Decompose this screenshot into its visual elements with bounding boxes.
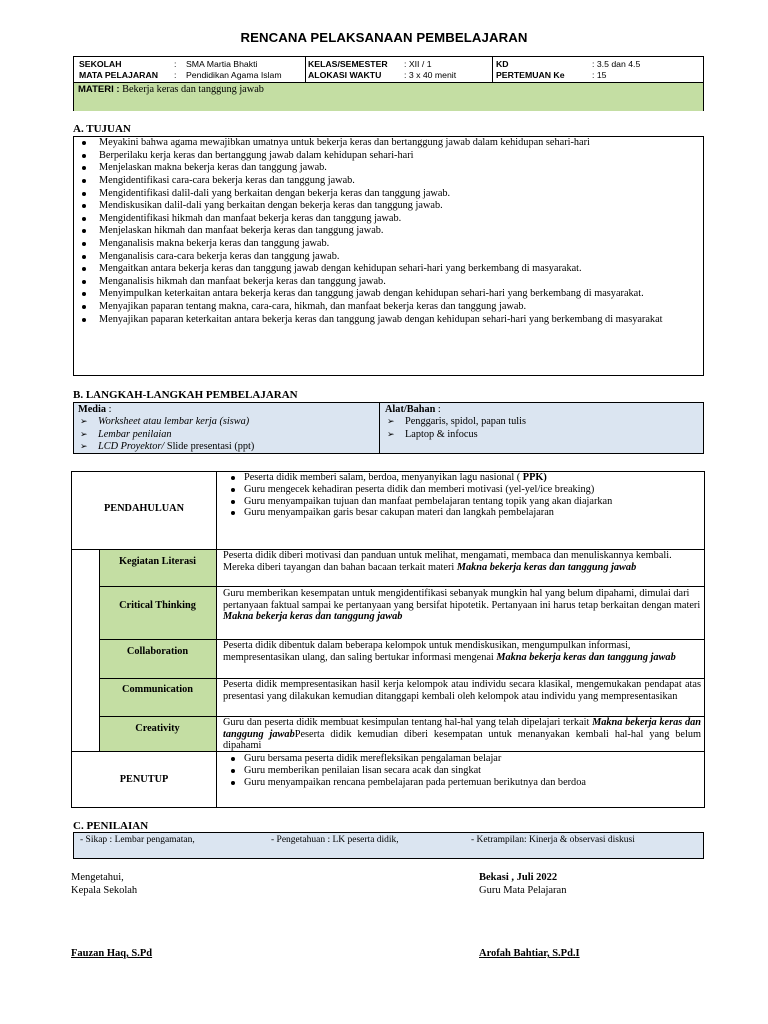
collaboration-text-topic: Makna bekerja keras dan tanggung jawab <box>496 651 676 663</box>
creativity-text-topic: Makna bekerja keras dan tanggung jawab <box>223 717 701 740</box>
communication-label: Communication <box>122 684 193 695</box>
penutup-item: Guru menyampaikan rencana pembelajaran pada pertemuan berikutnya dan berdoa <box>223 777 586 789</box>
pendahuluan-item-text: Peserta didik memberi salam, berdoa, menyanyikan lagu nasional ( <box>244 472 521 483</box>
tujuan-item: Mengaitkan antara bekerja keras dan tanggung jawab dengan kehidupan sehari-hari yang berkembang di masyarakat. <box>74 263 703 275</box>
guru-mapel-text: Guru Mata Pelajaran <box>479 885 567 896</box>
media-item-text: Worksheet atau lembar kerja (siswa) <box>98 416 250 428</box>
alat-colon: : <box>435 404 441 415</box>
alokasi-value: : 3 x 40 menit <box>404 70 457 80</box>
collaboration-text <box>223 640 701 663</box>
place-date: Bekasi , Juli 2022 <box>479 872 558 883</box>
literasi-text-topic: Makna bekerja keras dan tanggung jawab <box>456 561 637 573</box>
tujuan-item: Menganalisis makna bekerja keras dan tanggung jawab. <box>74 238 703 250</box>
media-column <box>78 404 254 454</box>
pendahuluan-label: PENDAHULUAN <box>103 503 185 514</box>
sekolah-value: SMA Martia Bhakti <box>186 59 258 69</box>
critical-thinking-text <box>223 588 701 623</box>
creativity-text-body: Guru dan peserta didik membuat kesimpulan tentang hal-hal yang telah dipelajari terkait <box>223 717 593 728</box>
penutup-item: Guru bersama peserta didik merefleksikan pengalaman belajar <box>223 753 586 765</box>
collaboration-text-body: Peserta didik dibentuk dalam beberapa kelompok untuk mendiskusikan, mengumpulkan informasi, mempresentasikan ulang, dan saling bertukar informasi mengenai <box>223 640 631 663</box>
tujuan-list <box>74 137 703 326</box>
tujuan-item: Menganalisis cara-cara bekerja keras dan tanggung jawab. <box>74 251 703 263</box>
penilaian-heading: C. PENILAIAN <box>73 820 149 832</box>
tujuan-item: Menganalisis hikmah dan manfaat bekerja keras dan tanggung jawab. <box>74 276 703 288</box>
pendahuluan-item: Guru menyampaikan tujuan dan manfaat pembelajaran tentang topik yang akan diajarkan <box>223 496 612 508</box>
tujuan-item: Menyajikan paparan keterkaitan antara bekerja keras dan tanggung jawab dengan kehidupan sehari-hari yang berkembang di masyarakat <box>74 314 703 326</box>
creativity-label: Creativity <box>135 723 180 734</box>
media-item <box>78 416 254 428</box>
materi-value: Bekerja keras dan tanggung jawab <box>122 84 264 95</box>
alat-column <box>385 404 526 441</box>
alat-item <box>385 429 526 441</box>
collaboration-label: Collaboration <box>126 646 189 657</box>
media-item-text-rest: Slide presentasi (ppt) <box>164 441 255 453</box>
media-item-text: Lembar penilaian <box>98 428 172 440</box>
arrow-bullet-icon: ➢ <box>80 417 88 428</box>
page-title: RENCANA PELAKSANAAN PEMBELAJARAN <box>240 30 528 45</box>
tujuan-item: Menjelaskan hikmah dan manfaat bekerja keras dan tanggung jawab. <box>74 225 703 237</box>
tujuan-item: Mendiskusikan dalil-dali yang berkaitan dengan bekerja keras dan tanggung jawab. <box>74 200 703 212</box>
pendahuluan-list <box>223 472 612 519</box>
pertemuan-value: : 15 <box>592 70 607 80</box>
creativity-text-rest: Peserta didik kemudian diberi kesempatan untuk menanyakan kembali hal-hal yang belum dipahami <box>223 728 701 752</box>
media-item <box>78 441 254 453</box>
sekolah-colon: : <box>174 59 177 69</box>
kelas-label: KELAS/SEMESTER <box>308 59 388 69</box>
critical-thinking-label: Critical Thinking <box>119 600 196 611</box>
kelas-value: : XII / 1 <box>404 59 432 69</box>
pendahuluan-item: Guru mengecek kehadiran peserta didik dan memberi motivasi (yel-yel/ice breaking) <box>223 484 612 496</box>
mengetahui-text: Mengetahui, <box>71 872 124 883</box>
mapel-colon: : <box>174 70 177 80</box>
literasi-text-body: Peserta didik diberi motivasi dan panduan untuk melihat, mengamati, membaca dan menuliskannya kembali. Mereka diberi tayangan dan bahan bacaan terkait materi <box>223 550 672 573</box>
literasi-text <box>223 550 701 573</box>
alat-label: Alat/Bahan <box>385 404 436 415</box>
pendahuluan-item <box>223 472 612 484</box>
sekolah-label: SEKOLAH <box>79 59 122 69</box>
tujuan-item: Mengidentifikasi hikmah dan manfaat bekerja keras dan tanggung jawab. <box>74 213 703 225</box>
kd-value: : 3.5 dan 4.5 <box>592 59 641 69</box>
penilaian-sikap: - Sikap : Lembar pengamatan, <box>80 835 195 845</box>
alat-item-text: Penggaris, spidol, papan tulis <box>405 416 526 428</box>
arrow-bullet-icon: ➢ <box>80 429 88 440</box>
media-colon: : <box>106 404 112 415</box>
langkah-heading: B. LANGKAH-LANGKAH PEMBELAJARAN <box>73 389 298 401</box>
creativity-text <box>223 717 701 752</box>
tujuan-item: Mengidentifikasi dalil-dali yang berkaitan dengan bekerja keras dan tanggung jawab. <box>74 188 703 200</box>
media-label: Media <box>78 404 107 415</box>
critical-thinking-text-body: Guru memberikan kesempatan untuk mengidentifikasi sebanyak mungkin hal yang belum dipahami, dimulai dari pertanyaan faktual sampai ke pertanyaan yang bersifat hipotetik. Pertanyaan ini harus tetap berkaitan dengan materi <box>223 588 701 611</box>
alat-item-text: Laptop & infocus <box>405 428 478 440</box>
kegiatan-table <box>71 471 705 808</box>
tujuan-heading: A. TUJUAN <box>73 123 131 135</box>
penilaian-pengetahuan: - Pengetahuan : LK peserta didik, <box>271 835 399 845</box>
identity-box <box>73 56 704 111</box>
tujuan-item: Menjelaskan makna bekerja keras dan tanggung jawab. <box>74 162 703 174</box>
kepala-sekolah-text: Kepala Sekolah <box>71 885 138 896</box>
arrow-bullet-icon: ➢ <box>387 429 395 440</box>
communication-text: Peserta didik mempresentasikan hasil kerja kelompok atau individu secara klasikal, mengemukakan pendapat atas presentasi yang dilakukan kemudian ditanggapi kembali oleh kelompok atau individu yang mempresentasikan <box>223 679 701 702</box>
literasi-label: Kegiatan Literasi <box>119 556 196 567</box>
media-item-text: LCD Proyektor/ <box>98 441 165 453</box>
penilaian-ketrampilan: - Ketrampilan: Kinerja & observasi diskusi <box>471 835 635 845</box>
arrow-bullet-icon: ➢ <box>80 442 88 453</box>
mapel-value: Pendidikan Agama Islam <box>186 70 282 80</box>
tujuan-box <box>73 136 704 376</box>
tujuan-item: Meyakini bahwa agama mewajibkan umatnya untuk bekerja keras dan bertanggung jawab dalam kehidupan sehari-hari <box>74 137 703 149</box>
pendahuluan-item: Guru menyampaikan garis besar cakupan materi dan langkah pembelajaran <box>223 507 612 519</box>
materi-row <box>74 82 703 111</box>
tujuan-item: Mengidentifikasi cara-cara bekerja keras dan tanggung jawab. <box>74 175 703 187</box>
penutup-list <box>223 753 586 788</box>
penutup-item: Guru memberikan penilaian lisan secara acak dan singkat <box>223 765 586 777</box>
pertemuan-label: PERTEMUAN Ke <box>496 70 565 80</box>
materi-label: MATERI : <box>78 84 120 95</box>
tujuan-item: Berperilaku kerja keras dan bertanggung jawab dalam kehidupan sehari-hari <box>74 150 703 162</box>
kd-label: KD <box>496 59 509 69</box>
penilaian-box <box>73 832 704 859</box>
kepala-sekolah-name: Fauzan Haq, S.Pd <box>71 948 153 959</box>
ppk-label: PPK) <box>520 472 547 483</box>
mapel-label: MATA PELAJARAN <box>79 70 158 80</box>
arrow-bullet-icon: ➢ <box>387 417 395 428</box>
guru-name: Arofah Bahtiar, S.Pd.I <box>479 948 580 959</box>
alokasi-label: ALOKASI WAKTU <box>308 70 382 80</box>
tujuan-item: Menyimpulkan keterkaitan antara bekerja keras dan tanggung jawab dengan kehidupan sehari-hari yang berkembang di masyarakat. <box>74 288 703 300</box>
media-item <box>78 429 254 441</box>
critical-thinking-text-topic: Makna bekerja keras dan tanggung jawab <box>223 611 403 623</box>
media-box <box>73 402 704 454</box>
tujuan-item: Menyajikan paparan tentang makna, cara-cara, hikmah, dan manfaat bekerja keras dan tanggung jawab. <box>74 301 703 313</box>
alat-item <box>385 416 526 428</box>
penutup-label: PENUTUP <box>119 774 169 785</box>
